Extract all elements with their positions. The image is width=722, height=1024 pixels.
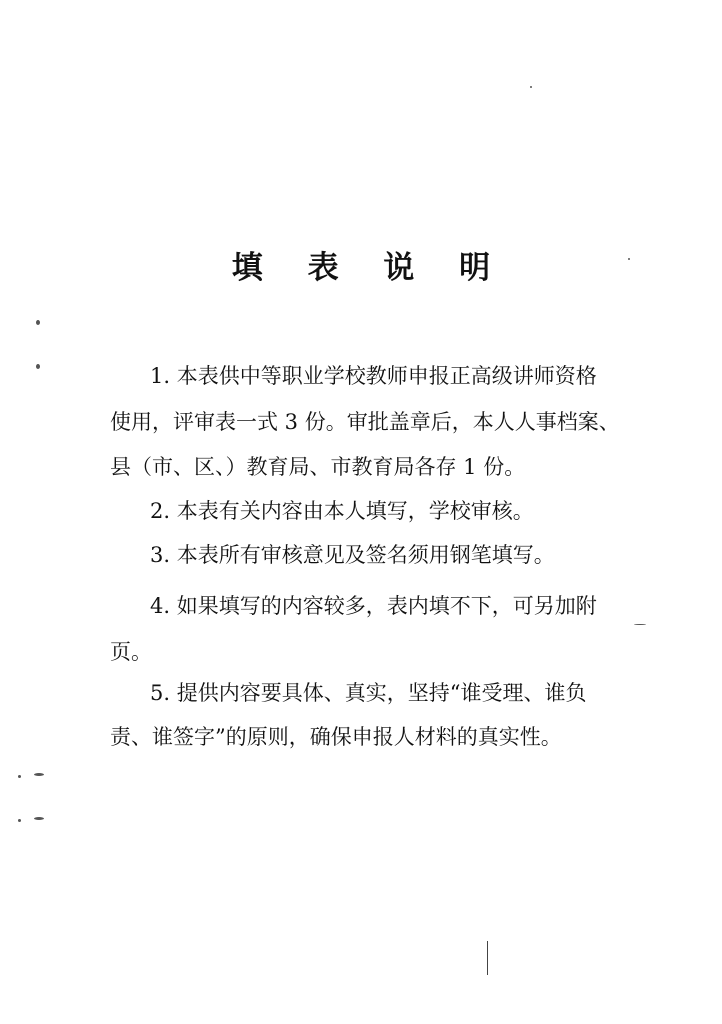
- scan-speck: [34, 773, 44, 776]
- instruction-line-8: 5. 提供内容要具体、真实，坚持“谁受理、谁负: [150, 681, 587, 705]
- instruction-line-2: 使用，评审表一式 3 份。审批盖章后，本人人事档案、: [110, 410, 620, 434]
- instruction-line-7: 页。: [110, 640, 152, 664]
- scan-speck: [36, 320, 40, 325]
- scan-speck: [634, 624, 646, 625]
- scan-speck: [18, 775, 21, 778]
- instruction-line-9: 责、谁签字”的原则，确保申报人材料的真实性。: [110, 725, 562, 749]
- scan-mark-line: [487, 941, 488, 975]
- instruction-line-6: 4. 如果填写的内容较多，表内填不下，可另加附: [150, 594, 597, 618]
- instruction-line-1: 1. 本表供中等职业学校教师申报正高级讲师资格: [150, 364, 597, 388]
- scan-speck: [34, 817, 44, 820]
- page-title: 填 表 说 明: [231, 250, 508, 286]
- instruction-line-3: 县（市、区、）教育局、市教育局各存 1 份。: [110, 455, 526, 479]
- scan-speck: [18, 819, 21, 822]
- instruction-line-5: 3. 本表所有审核意见及签名须用钢笔填写。: [150, 543, 555, 567]
- instruction-line-4: 2. 本表有关内容由本人填写，学校审核。: [150, 499, 534, 523]
- scan-speck: [36, 364, 40, 369]
- scan-speck: [530, 86, 532, 88]
- scan-speck: [628, 258, 630, 260]
